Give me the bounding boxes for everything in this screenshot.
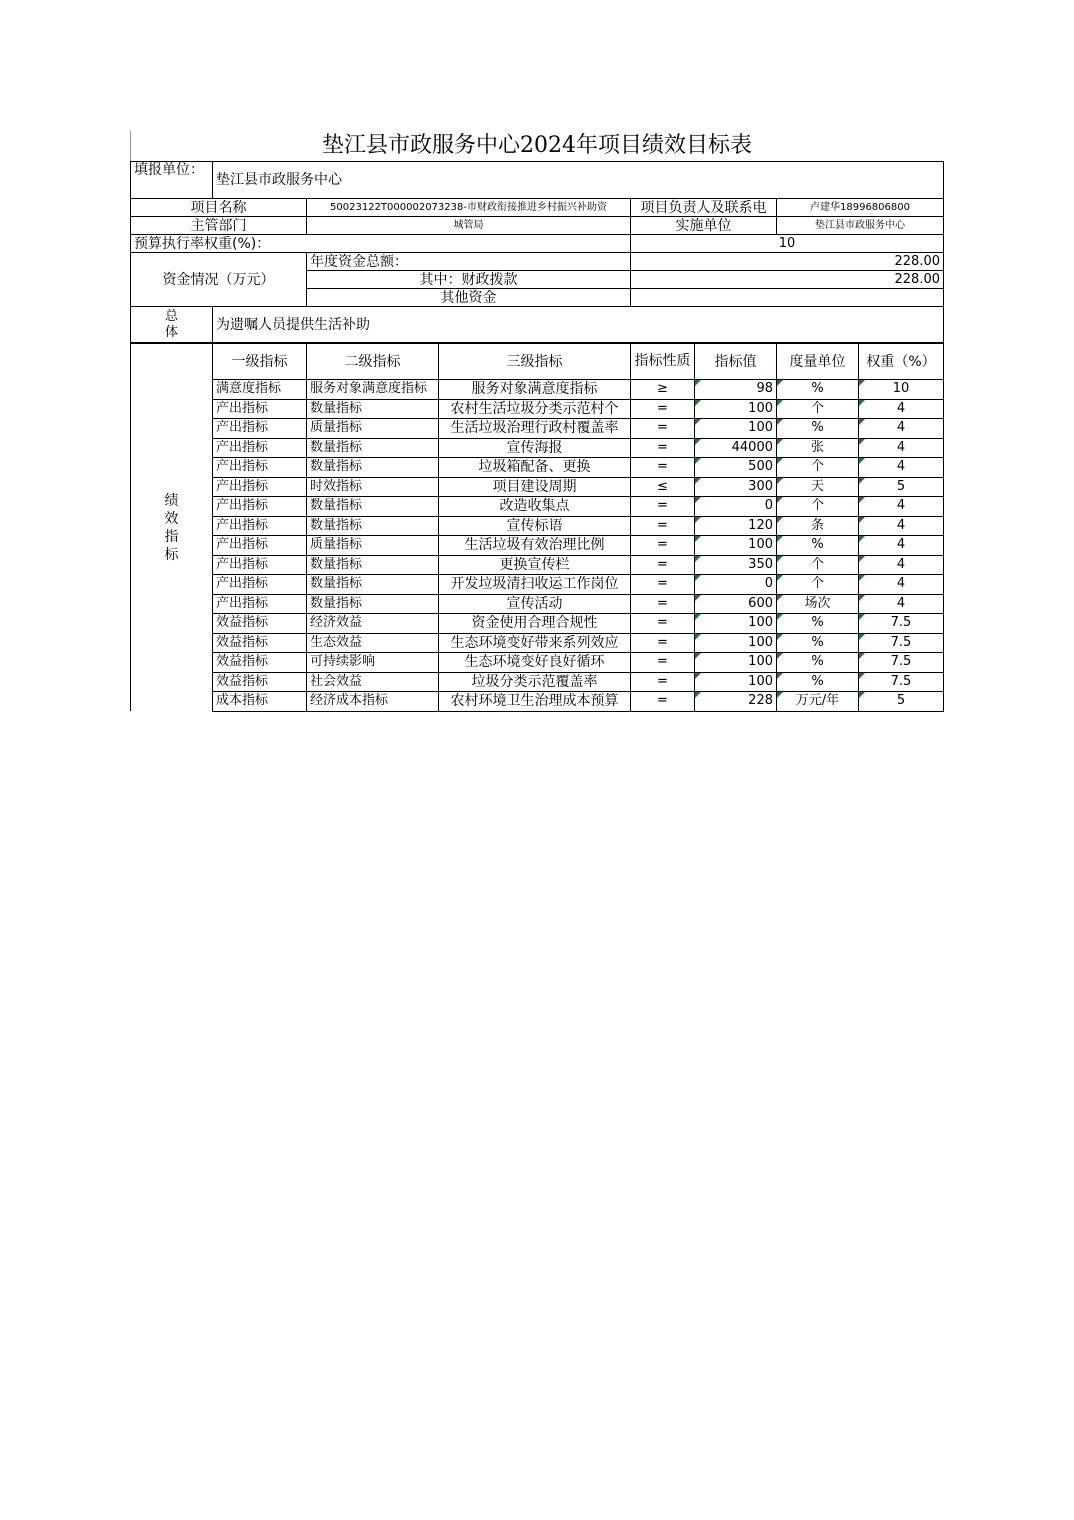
cell-nature: = — [631, 419, 695, 439]
indicator-row — [131, 458, 944, 478]
funds-total-label: 年度资金总额： — [307, 253, 631, 271]
cell-weight: 4 — [859, 419, 944, 439]
cell-unit: % — [777, 672, 859, 692]
cell-weight: 5 — [859, 477, 944, 497]
unit-label: 填报单位： — [131, 162, 213, 199]
cell-weight: 10 — [859, 380, 944, 400]
cell-level1: 产出指标 — [213, 458, 307, 478]
indicator-row — [131, 653, 944, 673]
cell-level1: 产出指标 — [213, 477, 307, 497]
indicator-row — [131, 516, 944, 536]
cell-level2: 数量指标 — [307, 516, 439, 536]
cell-unit: 场次 — [777, 594, 859, 614]
cell-level2: 数量指标 — [307, 399, 439, 419]
indicator-row — [131, 692, 944, 712]
cell-weight: 4 — [859, 555, 944, 575]
cell-value: 98 — [695, 380, 777, 400]
cell-level1: 产出指标 — [213, 594, 307, 614]
indicator-header-row — [131, 344, 944, 380]
cell-nature: = — [631, 575, 695, 595]
cell-level3: 农村生活垃圾分类示范村个 — [439, 399, 631, 419]
cell-value: 500 — [695, 458, 777, 478]
funds-other-label: 其他资金 — [307, 289, 631, 307]
indicator-row — [131, 575, 944, 595]
cell-nature: = — [631, 536, 695, 556]
overall-label: 总体 — [131, 307, 213, 343]
cell-level1: 产出指标 — [213, 575, 307, 595]
cell-nature: = — [631, 458, 695, 478]
cell-level1: 效益指标 — [213, 614, 307, 634]
cell-level1: 产出指标 — [213, 438, 307, 458]
indicator-row — [131, 477, 944, 497]
cell-level3: 宣传标语 — [439, 516, 631, 536]
cell-level2: 数量指标 — [307, 594, 439, 614]
cell-value: 120 — [695, 516, 777, 536]
cell-value: 0 — [695, 497, 777, 517]
cell-weight: 4 — [859, 458, 944, 478]
cell-value: 600 — [695, 594, 777, 614]
indicator-row — [131, 438, 944, 458]
cell-unit: 个 — [777, 458, 859, 478]
cell-level2: 质量指标 — [307, 419, 439, 439]
cell-level1: 产出指标 — [213, 536, 307, 556]
cell-level2: 数量指标 — [307, 458, 439, 478]
cell-weight: 4 — [859, 497, 944, 517]
indicator-row — [131, 614, 944, 634]
cell-level3: 开发垃圾清扫收运工作岗位 — [439, 575, 631, 595]
cell-level1: 成本指标 — [213, 692, 307, 712]
cell-level1: 产出指标 — [213, 555, 307, 575]
cell-level1: 产出指标 — [213, 399, 307, 419]
cell-level1: 产出指标 — [213, 497, 307, 517]
indicator-row — [131, 536, 944, 556]
cell-nature: = — [631, 692, 695, 712]
cell-level2: 经济效益 — [307, 614, 439, 634]
cell-level1: 产出指标 — [213, 516, 307, 536]
dept-value: 城管局 — [307, 217, 631, 235]
page-title: 垫江县市政服务中心2024年项目绩效目标表 — [130, 131, 943, 161]
cell-value: 100 — [695, 633, 777, 653]
funds-total-value: 228.00 — [631, 253, 944, 271]
cell-nature: = — [631, 672, 695, 692]
dept-label: 主管部门 — [131, 217, 307, 235]
cell-nature: = — [631, 633, 695, 653]
cell-level3: 生态环境变好带来系列效应 — [439, 633, 631, 653]
cell-nature: = — [631, 497, 695, 517]
cell-unit: 条 — [777, 516, 859, 536]
cell-weight: 4 — [859, 536, 944, 556]
cell-nature: = — [631, 614, 695, 634]
cell-level2: 数量指标 — [307, 575, 439, 595]
cell-unit: 万元/年 — [777, 692, 859, 712]
cell-nature: ≥ — [631, 380, 695, 400]
cell-weight: 4 — [859, 399, 944, 419]
cell-value: 228 — [695, 692, 777, 712]
header-level3: 三级指标 — [439, 344, 631, 380]
cell-nature: = — [631, 399, 695, 419]
cell-value: 44000 — [695, 438, 777, 458]
cell-unit: 张 — [777, 438, 859, 458]
cell-level3: 农村环境卫生治理成本预算 — [439, 692, 631, 712]
indicator-row — [131, 380, 944, 400]
cell-weight: 4 — [859, 516, 944, 536]
cell-value: 100 — [695, 536, 777, 556]
cell-level3: 生态环境变好良好循环 — [439, 653, 631, 673]
funds-other-value — [631, 289, 944, 307]
cell-level2: 生态效益 — [307, 633, 439, 653]
cell-weight: 7.5 — [859, 614, 944, 634]
cell-unit: % — [777, 614, 859, 634]
impl-label: 实施单位 — [631, 217, 777, 235]
cell-unit: 个 — [777, 497, 859, 517]
header-level2: 二级指标 — [307, 344, 439, 380]
cell-level3: 更换宣传栏 — [439, 555, 631, 575]
cell-weight: 4 — [859, 575, 944, 595]
cell-unit: % — [777, 380, 859, 400]
indicators-side-label: 绩效指标 — [131, 344, 213, 712]
cell-value: 100 — [695, 399, 777, 419]
indicator-row — [131, 399, 944, 419]
cell-level3: 垃圾箱配备、更换 — [439, 458, 631, 478]
cell-value: 300 — [695, 477, 777, 497]
cell-level2: 数量指标 — [307, 438, 439, 458]
cell-level1: 产出指标 — [213, 419, 307, 439]
cell-level2: 数量指标 — [307, 555, 439, 575]
cell-nature: = — [631, 516, 695, 536]
cell-nature: = — [631, 653, 695, 673]
cell-nature: = — [631, 555, 695, 575]
unit-value: 垫江县市政服务中心 — [213, 162, 944, 199]
cell-weight: 7.5 — [859, 672, 944, 692]
indicator-row — [131, 419, 944, 439]
cell-level2: 数量指标 — [307, 497, 439, 517]
cell-weight: 7.5 — [859, 633, 944, 653]
cell-nature: ≤ — [631, 477, 695, 497]
cell-level3: 宣传活动 — [439, 594, 631, 614]
project-name-value: 50023122T000002073238-市财政衔接推进乡村振兴补助资 — [307, 199, 631, 217]
cell-level3: 服务对象满意度指标 — [439, 380, 631, 400]
indicator-table — [130, 343, 944, 712]
budget-rate-value: 10 — [631, 235, 944, 253]
cell-level2: 时效指标 — [307, 477, 439, 497]
cell-level3: 生活垃圾治理行政村覆盖率 — [439, 419, 631, 439]
cell-weight: 4 — [859, 438, 944, 458]
cell-weight: 7.5 — [859, 653, 944, 673]
cell-level1: 效益指标 — [213, 653, 307, 673]
cell-unit: % — [777, 633, 859, 653]
indicator-row — [131, 633, 944, 653]
cell-level2: 可持续影响 — [307, 653, 439, 673]
cell-level1: 效益指标 — [213, 633, 307, 653]
header-unit: 度量单位 — [777, 344, 859, 380]
cell-unit: 个 — [777, 575, 859, 595]
cell-unit: % — [777, 536, 859, 556]
owner-value: 卢建华18996806800 — [777, 199, 944, 217]
cell-value: 100 — [695, 614, 777, 634]
cell-level2: 服务对象满意度指标 — [307, 380, 439, 400]
cell-weight: 5 — [859, 692, 944, 712]
cell-value: 0 — [695, 575, 777, 595]
cell-unit: 个 — [777, 399, 859, 419]
cell-level3: 生活垃圾有效治理比例 — [439, 536, 631, 556]
cell-unit: 天 — [777, 477, 859, 497]
cell-level3: 宣传海报 — [439, 438, 631, 458]
header-value: 指标值 — [695, 344, 777, 380]
cell-level3: 项目建设周期 — [439, 477, 631, 497]
owner-label: 项目负责人及联系电 — [631, 199, 777, 217]
indicator-row — [131, 497, 944, 517]
cell-level2: 质量指标 — [307, 536, 439, 556]
cell-unit: 个 — [777, 555, 859, 575]
indicator-row — [131, 555, 944, 575]
cell-unit: % — [777, 419, 859, 439]
cell-level1: 效益指标 — [213, 672, 307, 692]
header-level1: 一级指标 — [213, 344, 307, 380]
cell-value: 100 — [695, 653, 777, 673]
overall-value: 为遗嘱人员提供生活补助 — [213, 307, 944, 343]
impl-value: 垫江县市政服务中心 — [777, 217, 944, 235]
cell-value: 100 — [695, 419, 777, 439]
indicator-row — [131, 672, 944, 692]
header-nature: 指标性质 — [631, 344, 695, 380]
header-weight: 权重（%） — [859, 344, 944, 380]
performance-sheet — [130, 131, 943, 712]
indicator-row — [131, 594, 944, 614]
info-table — [130, 161, 944, 343]
project-name-label: 项目名称 — [131, 199, 307, 217]
cell-level3: 资金使用合理合规性 — [439, 614, 631, 634]
cell-level2: 经济成本指标 — [307, 692, 439, 712]
cell-level2: 社会效益 — [307, 672, 439, 692]
cell-nature: = — [631, 438, 695, 458]
cell-nature: = — [631, 594, 695, 614]
cell-value: 350 — [695, 555, 777, 575]
funds-label: 资金情况（万元） — [131, 253, 307, 307]
funds-fiscal-value: 228.00 — [631, 271, 944, 289]
cell-level3: 垃圾分类示范覆盖率 — [439, 672, 631, 692]
cell-unit: % — [777, 653, 859, 673]
cell-level3: 改造收集点 — [439, 497, 631, 517]
cell-weight: 4 — [859, 594, 944, 614]
budget-rate-label: 预算执行率权重(%)： — [131, 235, 631, 253]
funds-fiscal-label: 其中：财政拨款 — [307, 271, 631, 289]
cell-value: 100 — [695, 672, 777, 692]
cell-level1: 满意度指标 — [213, 380, 307, 400]
